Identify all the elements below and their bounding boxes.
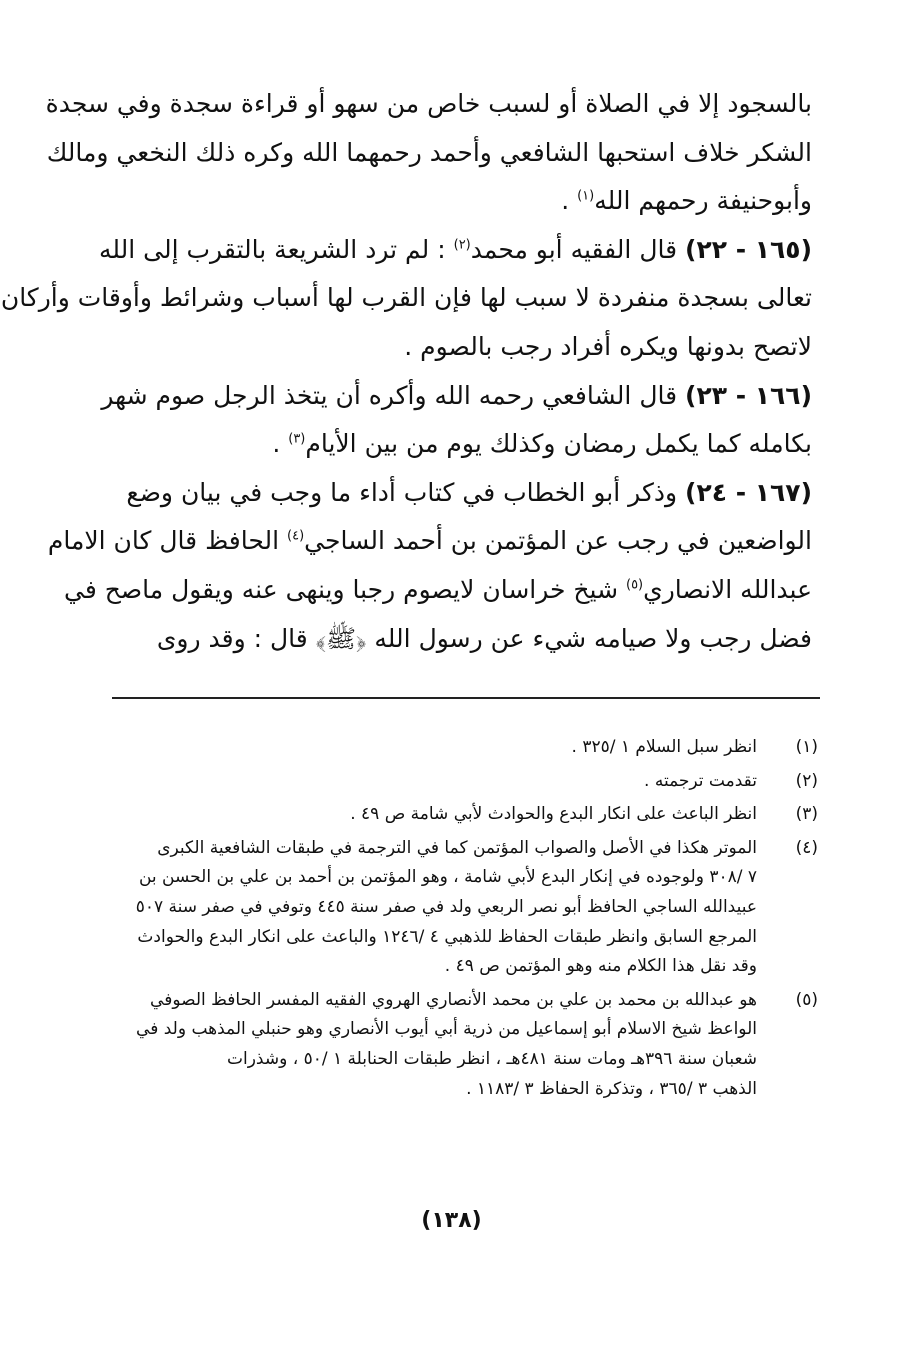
footnote-line: عبيدالله الساجي الحافظ أبو نصر الربعي ولد في صفر سنة ٤٤٥ وتوفي في صفر سنة ٥٠٧	[135, 896, 757, 917]
footnote-mark: (١)	[795, 737, 818, 757]
footnote-line: شعبان سنة ٣٩٦هـ ومات سنة ٤٨١هـ ، انظر طبقات الحنابلة ١ /٥٠ ، وشذرات	[226, 1048, 757, 1069]
salutation-symbol: ﴿ﷺ﴾	[315, 623, 367, 653]
footnote-ref[interactable]: (٢)	[453, 237, 471, 253]
footnote-line: تقدمت ترجمته .	[644, 770, 757, 791]
text-segment: بكامله كما يكمل رمضان وكذلك يوم من بين الأيام	[305, 429, 812, 459]
text-segment: .	[272, 429, 289, 459]
text-line	[100, 372, 812, 421]
footnote-mark: (٤)	[795, 837, 818, 858]
text-segment: وذكر أبو الخطاب في كتاب أداء ما وجب في بيان وضع	[126, 477, 678, 507]
footnote-line: انظر الباعث على انكار البدع والحوادث لأبي شامة ص ٤٩ .	[350, 804, 757, 825]
footnote-mark: (٥)	[795, 989, 818, 1010]
footnote-5	[92, 986, 822, 1104]
footnote-line: ٧ /٣٠٨ ولوجوده في إنكار البدع لأبي شامة ، وهو المؤتمن بن أحمد بن علي بن الحسن بن	[138, 867, 757, 888]
footnote-mark: (٣)	[795, 804, 818, 825]
text-segment: الحافظ قال كان الامام	[47, 526, 288, 556]
page-number: (١٣٨)	[421, 1208, 482, 1233]
section-number: (١٦٧ - ٢٤)	[685, 477, 812, 507]
text-segment: : لم ترد الشريعة بالتقرب إلى الله	[98, 234, 454, 264]
text-segment: قال : وقد روى	[156, 623, 308, 653]
text-line	[100, 226, 812, 275]
text-segment: الواضعين في رجب عن المؤتمن بن أحمد الساجي	[304, 526, 812, 556]
main-text	[0, 80, 812, 663]
text-segment: فضل رجب ولا صيامه شيء عن رسول الله	[374, 623, 812, 653]
footnote-mark: (٢)	[795, 770, 818, 791]
text-line	[64, 566, 812, 615]
footnote-divider	[112, 697, 820, 699]
text-line: لاتصح بدونها ويكره أفراد رجب بالصوم .	[404, 331, 812, 361]
footnote-1	[92, 733, 822, 763]
section-number: (١٦٥ - ٢٢)	[685, 234, 812, 264]
footnote-line: الموتر هكذا في الأصل والصواب المؤتمن كما في الترجمة في طبقات الشافعية الكبرى	[157, 837, 757, 858]
text-segment: قال الشافعي رحمه الله وأكره أن يتخذ الرجل صوم شهر	[101, 380, 678, 410]
text-line: بالسجود إلا في الصلاة أو لسبب خاص من سهو أو قراءة سجدة وفي سجدة	[45, 89, 812, 118]
footnotes	[92, 733, 822, 1108]
section-number: (١٦٦ - ٢٣)	[685, 380, 812, 410]
text-segment: عبدالله الانصاري	[643, 574, 812, 604]
text-segment: وأبوحنيفة رحمهم الله	[594, 186, 812, 216]
footnote-3	[92, 800, 822, 830]
text-segment: .	[561, 186, 578, 216]
footnote-line: هو عبدالله بن محمد بن علي بن محمد الأنصاري الهروي الفقيه المفسر الحافظ الصوفي	[150, 989, 757, 1010]
footnote-line: انظر سبل السلام ١ /٣٢٥ .	[571, 737, 757, 757]
footnote-4	[92, 834, 822, 982]
footnote-2	[92, 767, 822, 797]
text-line	[100, 615, 812, 664]
text-line: تعالى بسجدة منفردة لا سبب لها فإن القرب لها أسباب وشرائط وأوقات وأركان	[0, 283, 812, 313]
text-line	[100, 420, 812, 469]
footnote-line: وقد نقل هذا الكلام منه وهو المؤتمن ص ٤٩ .	[444, 956, 757, 977]
footnote-line: الواعظ شيخ الاسلام أبو إسماعيل من ذرية أبي أيوب الأنصاري وهو حنبلي المذهب ولد في	[136, 1019, 757, 1040]
footnote-ref[interactable]: (٤)	[287, 529, 305, 545]
text-segment: قال الفقيه أبو محمد	[470, 234, 678, 264]
footnote-ref[interactable]: (٣)	[288, 431, 306, 447]
text-line	[47, 517, 812, 566]
footnote-ref[interactable]: (١)	[577, 188, 595, 204]
footnote-line: المرجع السابق وانظر طبقات الحفاظ للذهبي ٤ /١٢٤٦ والباعث على انكار البدع والحوادث	[137, 926, 757, 947]
text-line: الشكر خلاف استحبها الشافعي وأحمد رحمهما الله وكره ذلك النخعي ومالك	[46, 137, 812, 167]
footnote-line: الذهب ٣ /٣٦٥ ، وتذكرة الحفاظ ٣ /١١٨٣ .	[466, 1078, 757, 1099]
text-line	[100, 469, 812, 518]
footnote-ref[interactable]: (٥)	[625, 577, 644, 593]
text-segment: شيخ خراسان لايصوم رجبا وينهى عنه ويقول ماصح في	[64, 574, 626, 604]
text-line	[100, 177, 812, 226]
